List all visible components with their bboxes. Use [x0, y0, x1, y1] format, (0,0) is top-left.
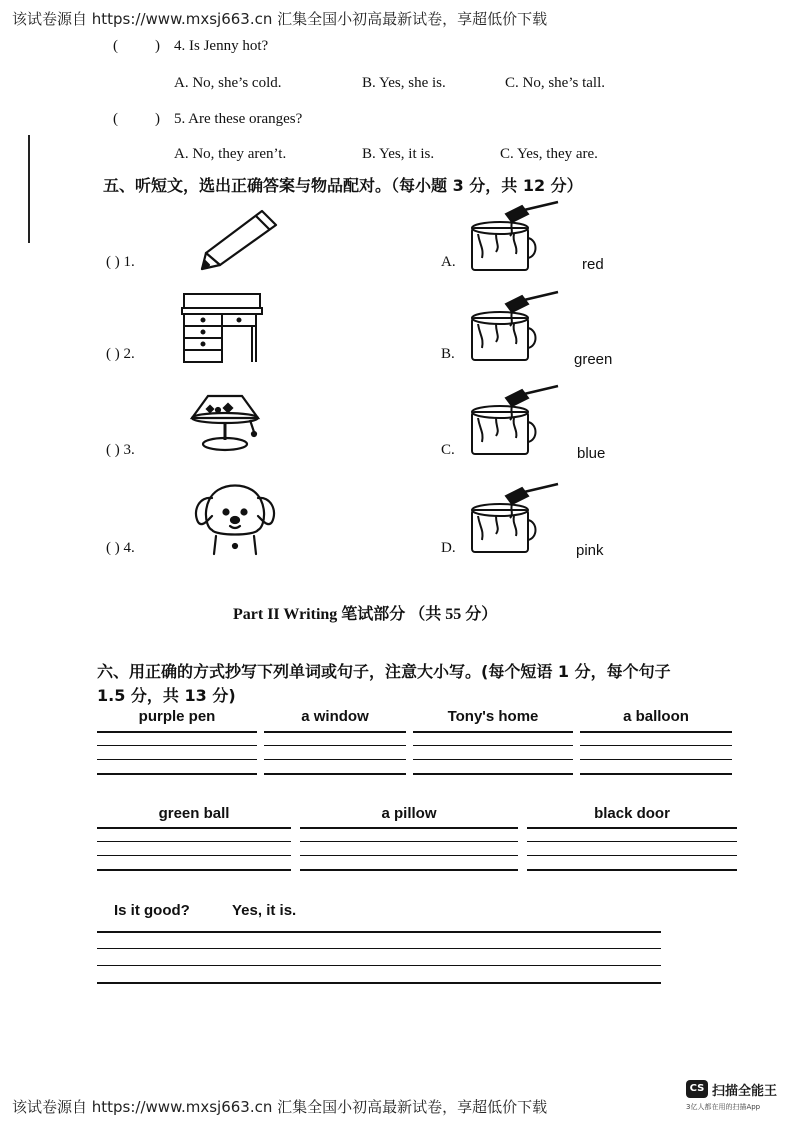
- question-4-text: 4. Is Jenny hot?: [174, 38, 269, 54]
- question-5-text: 5. Are these oranges?: [174, 111, 303, 127]
- desk-icon: [180, 292, 264, 364]
- paint-pot-a-icon: [466, 200, 566, 274]
- copy-phrase-5: green ball: [158, 805, 230, 822]
- pencil-icon: [196, 203, 286, 269]
- writing-lines-4[interactable]: [580, 731, 732, 775]
- question-5-option-a: A. No, they aren’t.: [174, 146, 287, 162]
- match-option-c-color: blue: [577, 445, 606, 462]
- camscanner-logo-icon: CS: [686, 1080, 708, 1098]
- question-4-paren-close: ): [155, 38, 160, 54]
- match-item-4-number: ( ) 4.: [106, 540, 135, 556]
- writing-lines-2[interactable]: [264, 731, 406, 775]
- match-option-d-letter: D.: [441, 540, 456, 556]
- match-item-1-number: ( ) 1.: [106, 254, 135, 270]
- writing-lines-5[interactable]: [97, 827, 291, 871]
- match-item-3-number: ( ) 3.: [106, 442, 135, 458]
- lamp-icon: [188, 392, 266, 454]
- match-option-c-letter: C.: [441, 442, 455, 458]
- section-5-title: 五、听短文，选出正确答案与物品配对。（每小题 3 分，共 12 分）: [103, 176, 583, 195]
- copy-phrase-2: a window: [301, 708, 369, 725]
- match-option-b-color: green: [574, 351, 613, 368]
- match-option-a-color: red: [582, 256, 604, 273]
- copy-sentence-question: Is it good?: [114, 902, 190, 919]
- question-5-option-b: B. Yes, it is.: [362, 146, 435, 162]
- question-4-option-c: C. No, she’s tall.: [505, 75, 605, 91]
- match-option-b-letter: B.: [441, 346, 455, 362]
- question-4-option-b: B. Yes, she is.: [362, 75, 446, 91]
- source-banner-bottom: 该试卷源自 https://www.mxsj663.cn 汇集全国小初高最新试卷，享超低价下载: [12, 1098, 548, 1116]
- paint-pot-d-icon: [466, 482, 566, 556]
- question-4-option-a: A. No, she’s cold.: [174, 75, 282, 91]
- copy-phrase-4: a balloon: [623, 708, 689, 725]
- question-4-paren-open: (: [113, 38, 118, 54]
- copy-phrase-7: black door: [594, 805, 670, 822]
- source-banner-top: 该试卷源自 https://www.mxsj663.cn 汇集全国小初高最新试卷，享超低价下载: [12, 10, 548, 28]
- match-option-d-color: pink: [576, 542, 604, 559]
- writing-lines-sentence[interactable]: [97, 931, 661, 983]
- writing-lines-6[interactable]: [300, 827, 518, 871]
- section-6-title-line-2: 1.5 分，共 13 分): [97, 686, 236, 705]
- question-5-paren-open: (: [113, 111, 118, 127]
- copy-phrase-6: a pillow: [381, 805, 437, 822]
- paint-pot-c-icon: [466, 384, 566, 458]
- match-item-2-number: ( ) 2.: [106, 346, 135, 362]
- camscanner-logo-tagline: 3亿人都在用的扫描App: [686, 1103, 761, 1111]
- paint-pot-b-icon: [466, 290, 566, 364]
- writing-lines-3[interactable]: [413, 731, 573, 775]
- section-6-title-line-1: 六、用正确的方式抄写下列单词或句子，注意大小写。(每个短语 1 分，每个句子: [97, 662, 671, 681]
- question-5-paren-close: ): [155, 111, 160, 127]
- question-5-option-c: C. Yes, they are.: [500, 146, 598, 162]
- writing-lines-7[interactable]: [527, 827, 737, 871]
- copy-phrase-1: purple pen: [138, 708, 216, 725]
- scan-margin-mark: [28, 135, 30, 243]
- copy-phrase-3: Tony's home: [447, 708, 539, 725]
- camscanner-logo-name: 扫描全能王: [712, 1084, 778, 1099]
- copy-sentence-answer: Yes, it is.: [232, 902, 297, 919]
- part-2-title: Part II Writing 笔试部分 （共 55 分）: [233, 606, 498, 623]
- dog-icon: [190, 480, 280, 556]
- match-option-a-letter: A.: [441, 254, 456, 270]
- writing-lines-1[interactable]: [97, 731, 257, 775]
